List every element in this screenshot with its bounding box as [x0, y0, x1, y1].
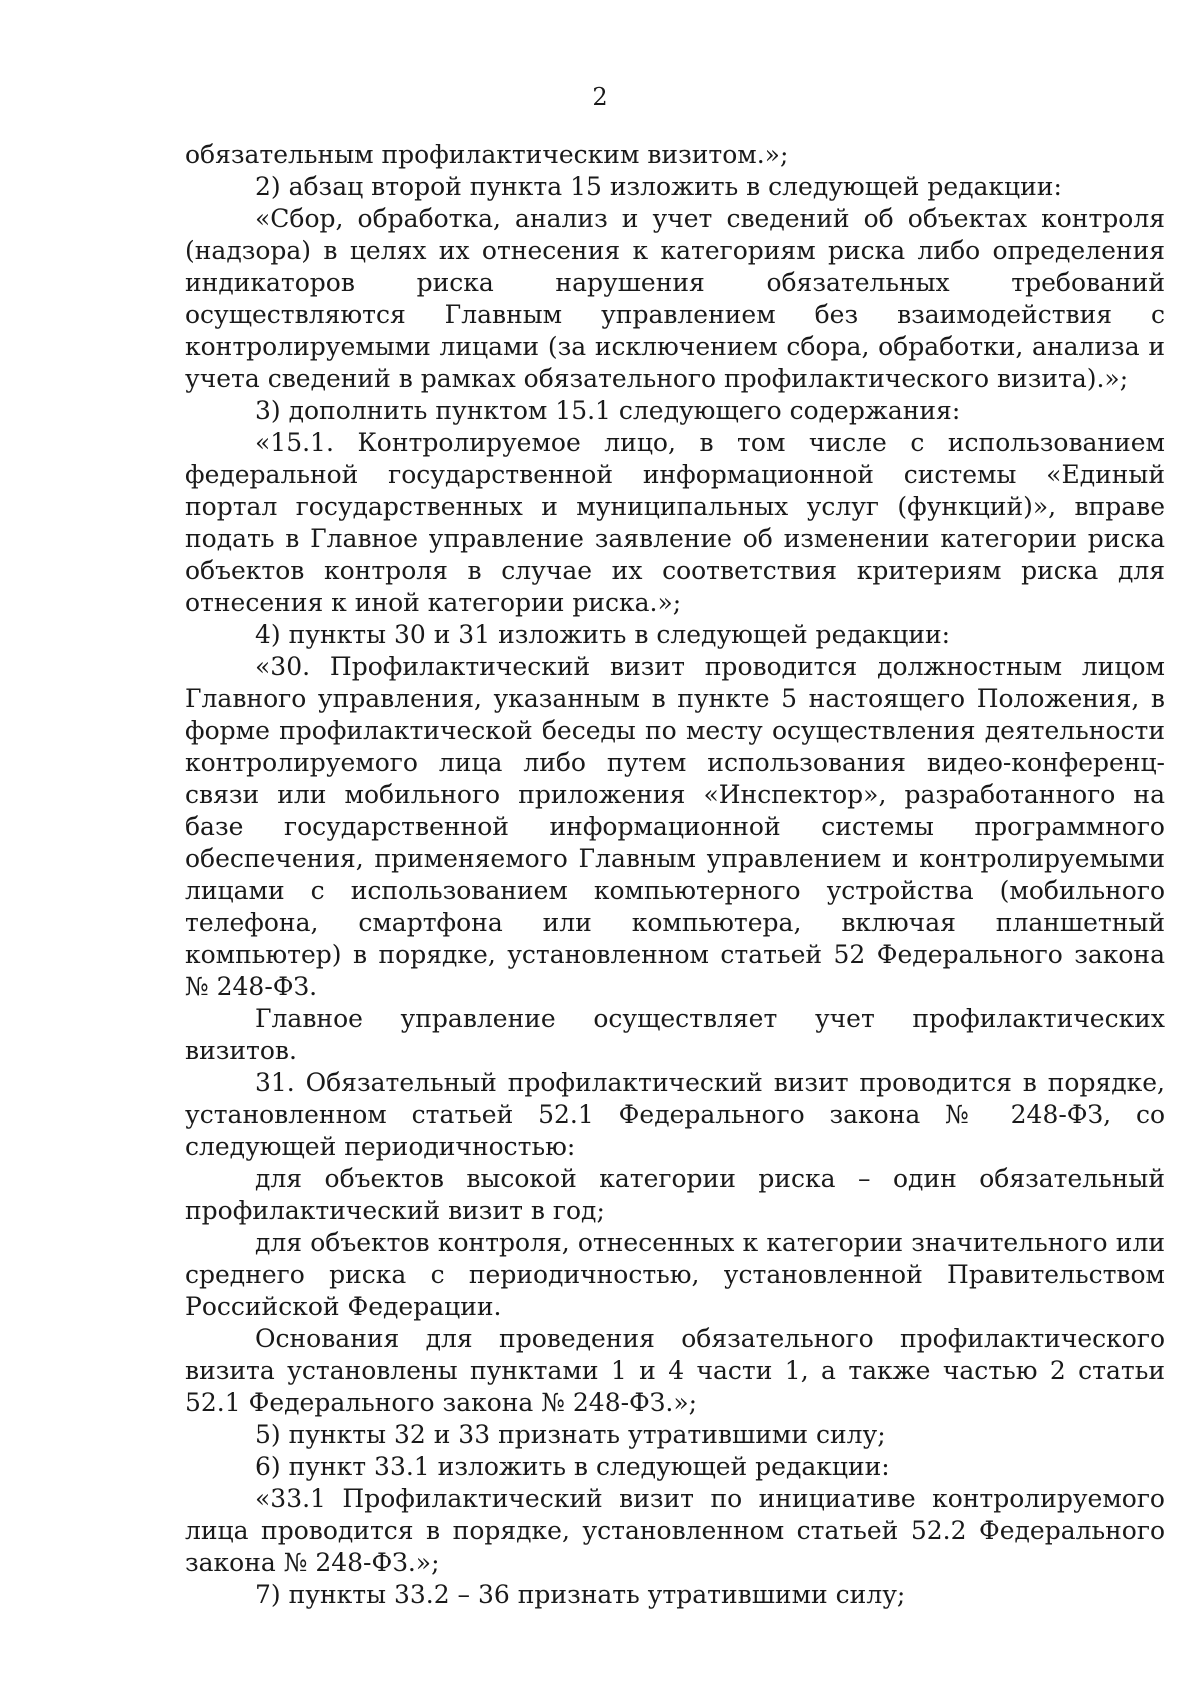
paragraph-31: 31. Обязательный профилактический визит проводится в порядке, установленном статьей 52.1 Федерального закона № 248-ФЗ, со следующей периодичностью: [185, 1068, 1165, 1161]
paragraph-item-4: 4) пункты 30 и 31 изложить в следующей редакции: [255, 620, 951, 649]
paragraph-item-7: 7) пункты 33.2 – 36 признать утратившими силу; [255, 1580, 906, 1609]
paragraph-item-2: 2) абзац второй пункта 15 изложить в следующей редакции: [255, 172, 1062, 201]
paragraph-medium-risk: для объектов контроля, отнесенных к категории значительного или среднего риска с периодичностью, установленной Правительством Российской Федерации. [185, 1228, 1165, 1321]
paragraph-item-3: 3) дополнить пунктом 15.1 следующего содержания: [255, 396, 961, 425]
paragraph-item-6: 6) пункт 33.1 изложить в следующей редакции: [255, 1452, 890, 1481]
page-number: 2 [592, 83, 608, 111]
paragraph-quote-15: «Сбор, обработка, анализ и учет сведений об объектах контроля (надзора) в целях их отнесения к категориям риска либо определения индикаторов риска нарушения обязательных требований осуществляются Главным управлением без взаимодействия с контролируемыми лицами (за исключением сбора, обработки, анализа и учета сведений в рамках обязательного профилактического визита).»; [185, 204, 1165, 393]
paragraph-visit-accounting: Главное управление осуществляет учет профилактических визитов. [185, 1004, 1165, 1065]
paragraph-quote-30: «30. Профилактический визит проводится должностным лицом Главного управления, указанным в пункте 5 настоящего Положения, в форме профилактической беседы по месту осуществления деятельности контролируемого лица либо путем использования видео-конференц-связи или мобильного приложения «Инспектор», разработанного на базе государственной информационной системы программного обеспечения, применяемого Главным управлением и контролируемыми лицами с использованием компьютерного устройства (мобильного телефона, смартфона или компьютера, включая планшетный компьютер) в порядке, установленном статьей 52 Федерального закона № 248-ФЗ. [185, 652, 1165, 1001]
document-body [185, 139, 1165, 1611]
paragraph-high-risk: для объектов высокой категории риска – один обязательный профилактический визит в год; [185, 1164, 1165, 1225]
paragraph-continuation: обязательным профилактическим визитом.»; [185, 140, 789, 169]
paragraph-grounds: Основания для проведения обязательного профилактического визита установлены пунктами 1 и 4 части 1, а также частью 2 статьи 52.1 Федерального закона № 248-ФЗ.»; [185, 1324, 1165, 1417]
paragraph-quote-15-1: «15.1. Контролируемое лицо, в том числе с использованием федеральной государственной информационной системы «Единый портал государственных и муниципальных услуг (функций)», вправе подать в Главное управление заявление об изменении категории риска объектов контроля в случае их соответствия критериям риска для отнесения к иной категории риска.»; [185, 428, 1165, 617]
paragraph-item-5: 5) пункты 32 и 33 признать утратившими силу; [255, 1420, 886, 1449]
paragraph-quote-33-1: «33.1 Профилактический визит по инициативе контролируемого лица проводится в порядке, установленном статьей 52.2 Федерального закона № 248-ФЗ.»; [185, 1484, 1165, 1577]
